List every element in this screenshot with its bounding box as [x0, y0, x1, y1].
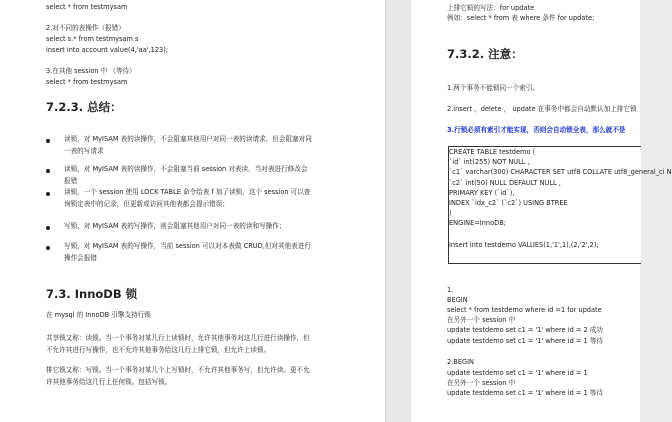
- code-line: `c2` int(50) NULL DEFAULT NULL ,: [449, 179, 561, 187]
- section-heading-innodb: 7.3. InnoDB 锁: [46, 287, 138, 301]
- section-heading-summary: 7.2.3. 总结：: [46, 100, 122, 114]
- text-line: 排它锁又称：写锁。当一个事务对某几个上写锁时，不允许其他事务写，但允许读。更不允: [46, 366, 310, 374]
- bullet-icon: [46, 246, 50, 250]
- code-line: update testdemo set c1 = '1' where id = 1: [447, 369, 588, 377]
- code-line: 在另外一个 session 中: [447, 379, 516, 387]
- bullet-item: 读锁，一个 session 使用 LOCK TABLE 命令给表 f 加了读锁，这个 session 可以查询锁定表中的记录，但更新或访问其他表都会提示错误；: [64, 188, 311, 208]
- text-line: select * from testmysam: [46, 3, 128, 11]
- code-line: update testdemo set c1 = '1' where id = 2 成功: [447, 326, 603, 334]
- text-line: 在 mysql 的 InnoDB 引擎支持行锁: [46, 311, 151, 319]
- code-line: select * from testdemo where id =1 for update: [447, 306, 602, 314]
- code-line: PRIMARY KEY (`id`),: [449, 189, 515, 197]
- code-line: ): [449, 209, 452, 217]
- code-line: select s.* from testmysam s: [46, 35, 139, 43]
- code-block: [448, 146, 672, 264]
- code-line: 2.BEGIN: [447, 358, 474, 366]
- bullet-icon: [46, 192, 50, 196]
- text-line: 1.两个事务不能锁同一个索引。: [447, 84, 540, 92]
- code-line: `c1` varchar(300) CHARACTER SET utf8 COLLATE utf8_general_ci N: [449, 168, 672, 176]
- text-line: 上排它锁的写法：for update: [447, 4, 535, 12]
- text-line: 例如：select * from 表 where 条件 for update；: [447, 14, 599, 22]
- text-line: 2.insert ，delete ， update 在事务中都会自动默认加上排它锁: [447, 105, 637, 113]
- bullet-item: 读锁，对 MyISAM 表的读操作，不会阻塞其他用户对同一表的读请求，但会阻塞对同一表的写请求: [64, 135, 312, 155]
- bullet-item: 写锁，对 MyISAM 表的写操作，则会阻塞其他用户对同一表的读和写操作；: [64, 222, 286, 230]
- bullet-icon: [46, 139, 50, 143]
- text-line: 许其他事务给这几行上任何锁。包括写锁。: [46, 378, 172, 386]
- page-divider: [385, 0, 386, 422]
- code-line: ENGINE=InnoDB;: [449, 219, 506, 227]
- code-line: INDEX `idx_c2` (`c2`) USING BTREE: [449, 199, 568, 207]
- highlight-line: 3.行锁必须有索引才能实现，否则会自动锁全表，那么就不是: [447, 126, 626, 134]
- bullet-item: 写锁，对 MyISAM 表的写操作，当前 session 可以对本表做 CRUD,但对其他表进行操作会报错: [64, 242, 311, 262]
- text-line: 不允许其进行写操作，也不允许其他事务给这几行上排它锁，但允许上读锁。: [46, 346, 271, 354]
- bullet-icon: [46, 169, 50, 173]
- page-gap: [386, 0, 411, 422]
- bullet-icon: [46, 226, 50, 230]
- code-line: update testdemo set c1 = '1' where id = 1 等待: [447, 389, 603, 397]
- code-line: select * from testmysam: [46, 78, 128, 86]
- code-line: 1.: [447, 286, 454, 294]
- code-line: `id` int(255) NOT NULL ,: [449, 158, 530, 166]
- code-line: update testdemo set c1 = '1' where id = 1 等待: [447, 337, 603, 345]
- code-line: BEGIN: [447, 296, 468, 304]
- text-line: 2.对不同的表操作（报错）: [46, 24, 125, 32]
- text-line: 共享锁又称：读锁。当一个事务对某几行上读锁时，允许其他事务对这几行进行读操作，但: [46, 334, 310, 342]
- bullet-item: 读锁，对 MyISAM 表的读操作，不会阻塞当前 session 对表读，当对表进行修改会报错: [64, 165, 308, 185]
- code-line: insert into account value(4,'aa',123);: [46, 46, 169, 54]
- section-heading-notes: 7.3.2. 注意：: [447, 47, 523, 61]
- code-line: insert into testdemo VALUES(1,'1',1),(2,'2',2);: [449, 241, 599, 249]
- text-line: 3.在其他 session 中 （等待）: [46, 67, 136, 75]
- code-line: 在另外一个 session 中: [447, 316, 516, 324]
- code-line: CREATE TABLE testdemo (: [449, 148, 536, 156]
